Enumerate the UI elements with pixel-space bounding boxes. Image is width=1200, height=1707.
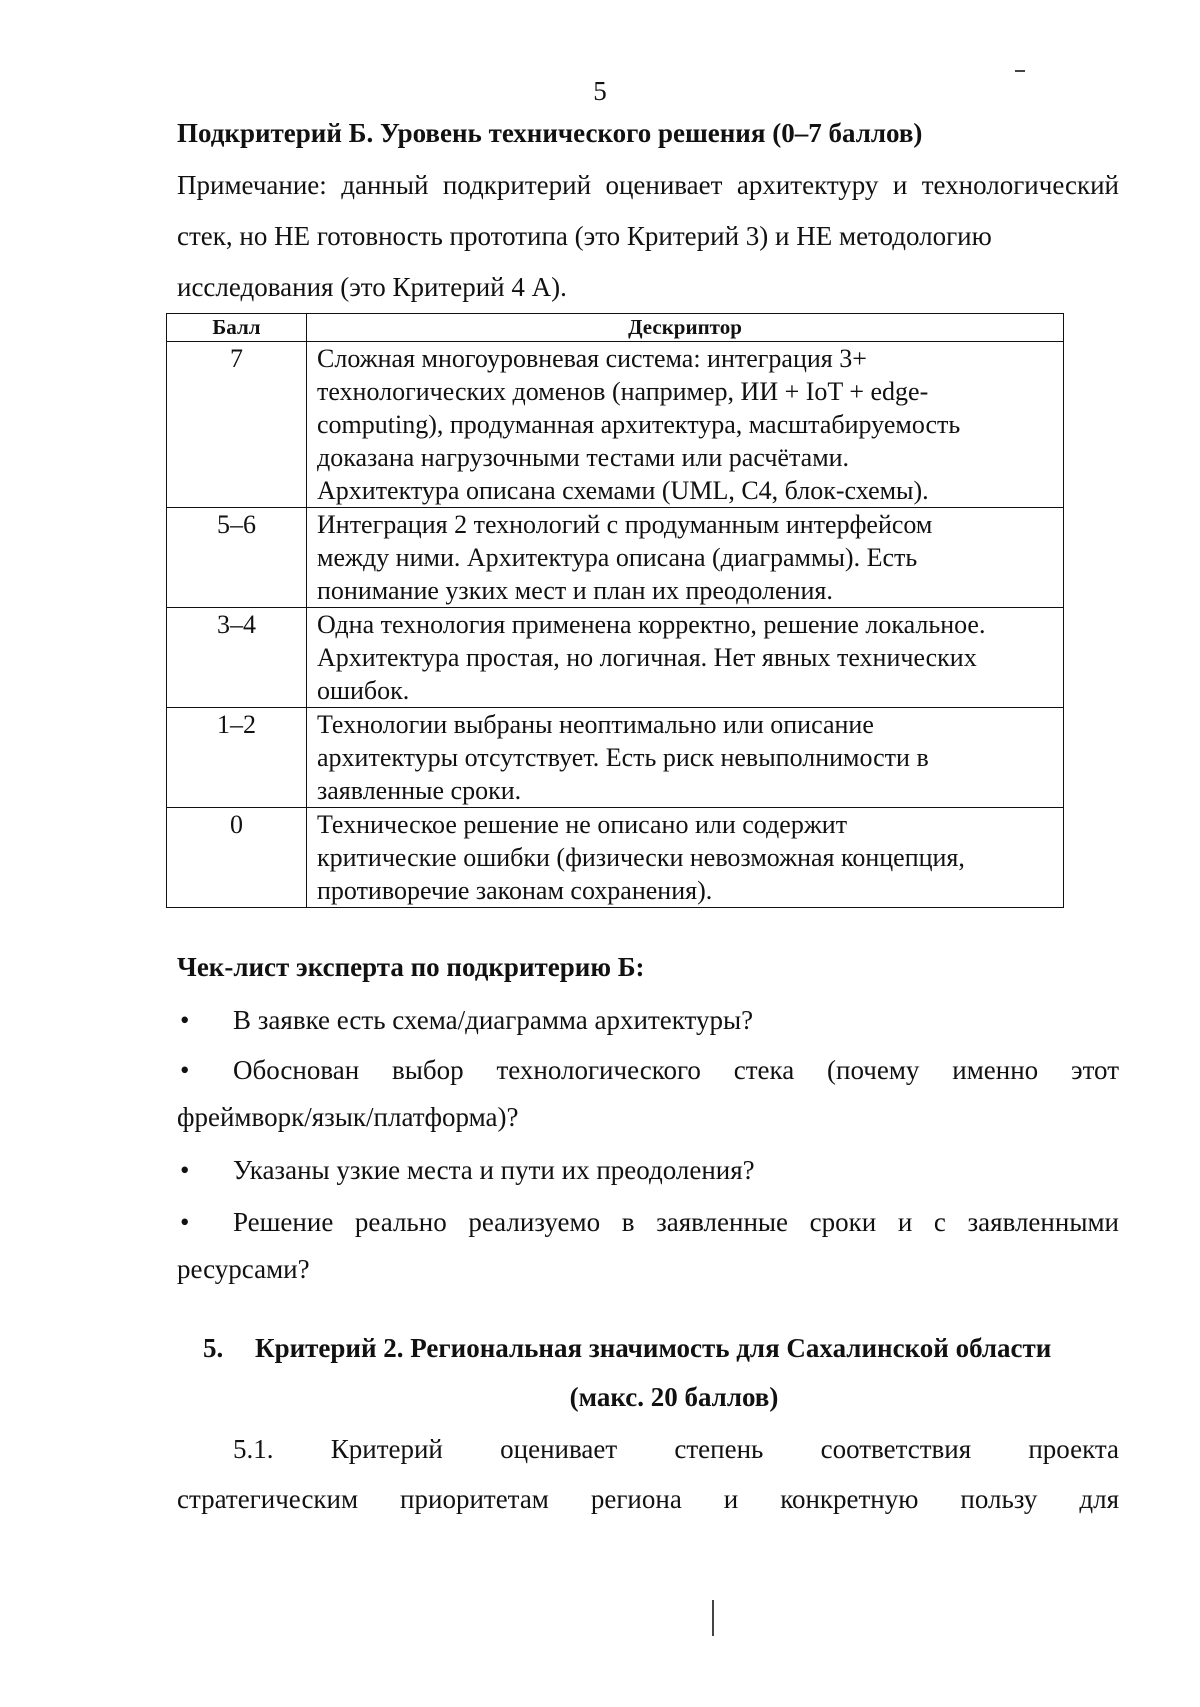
descriptor-line: критические ошибки (физически невозможная концепция,	[317, 843, 965, 872]
note-line: стек, но НЕ готовность прототипа (это Критерий 3) и НЕ методологию	[177, 221, 992, 251]
header-descriptor: Дескриптор	[307, 314, 1064, 342]
checklist-item-continuation: фреймворк/язык/платформа)?	[177, 1102, 519, 1132]
bullet-icon: •	[180, 1055, 190, 1085]
subcriterion-heading: Подкритерий Б. Уровень технического решения (0–7 баллов)	[177, 118, 923, 148]
checklist-item: Решение реально реализуемо в заявленные сроки и с заявленными	[233, 1207, 1119, 1237]
checklist-title: Чек-лист эксперта по подкритерию Б:	[177, 952, 645, 982]
checklist-item: В заявке есть схема/диаграмма архитектуры?	[233, 1005, 754, 1035]
descriptor-cell	[307, 608, 1064, 708]
table-row	[167, 808, 1064, 908]
note-paragraph	[177, 160, 1119, 313]
score-cell: 1–2	[167, 708, 307, 808]
table-row	[167, 342, 1064, 508]
descriptor-line: понимание узких мест и план их преодоления.	[317, 576, 833, 605]
descriptor-cell	[307, 808, 1064, 908]
table-header-row	[167, 314, 1064, 342]
descriptor-line: ошибок.	[317, 676, 410, 705]
note-line: исследования (это Критерий 4 А).	[177, 272, 567, 302]
descriptor-line: Сложная многоуровневая система: интеграция 3+	[317, 344, 867, 373]
table-row	[167, 508, 1064, 608]
table-row	[167, 708, 1064, 808]
score-cell: 5–6	[167, 508, 307, 608]
scan-artifact	[1015, 70, 1025, 72]
bullet-icon: •	[180, 1207, 190, 1237]
header-score: Балл	[167, 314, 307, 342]
score-cell: 7	[167, 342, 307, 508]
descriptor-cell	[307, 708, 1064, 808]
checklist-item: Указаны узкие места и пути их преодоления?	[233, 1155, 755, 1185]
descriptor-line: заявленные сроки.	[317, 776, 522, 805]
score-cell: 3–4	[167, 608, 307, 708]
checklist-item: Обоснован выбор технологического стека (почему именно этот	[233, 1055, 1119, 1085]
section-subtitle: (макс. 20 баллов)	[569, 1382, 779, 1412]
section-title: Критерий 2. Региональная значимость для Сахалинской области	[255, 1333, 1052, 1363]
descriptor-line: доказана нагрузочными тестами или расчётами.	[317, 443, 850, 472]
descriptor-line: Технологии выбраны неоптимально или описание	[317, 710, 874, 739]
descriptor-line: противоречие законам сохранения).	[317, 876, 713, 905]
bullet-icon: •	[180, 1005, 190, 1035]
descriptor-line: Одна технология применена корректно, решение локальное.	[317, 610, 986, 639]
section-paragraph-line: 5.1. Критерий оценивает степень соответствия проекта	[233, 1434, 1119, 1464]
descriptor-cell	[307, 508, 1064, 608]
table-row	[167, 608, 1064, 708]
score-descriptor-table	[166, 313, 1064, 908]
scan-artifact	[712, 1600, 714, 1636]
section-paragraph-line: стратегическим приоритетам региона и конкретную пользу для	[177, 1484, 1119, 1514]
descriptor-line: Интеграция 2 технологий с продуманным интерфейсом	[317, 510, 933, 539]
descriptor-line: технологических доменов (например, ИИ + IoT + edge-	[317, 377, 929, 406]
note-line: Примечание: данный подкритерий оценивает архитектуру и технологический	[177, 170, 1119, 200]
checklist-item-continuation: ресурсами?	[177, 1254, 310, 1284]
score-cell: 0	[167, 808, 307, 908]
descriptor-line: Техническое решение не описано или содержит	[317, 810, 848, 839]
descriptor-line: Архитектура простая, но логичная. Нет явных технических	[317, 643, 977, 672]
descriptor-cell	[307, 342, 1064, 508]
section-number: 5.	[203, 1333, 224, 1363]
bullet-icon: •	[180, 1155, 190, 1185]
descriptor-line: computing), продуманная архитектура, масштабируемость	[317, 410, 961, 439]
descriptor-line: Архитектура описана схемами (UML, C4, блок-схемы).	[317, 476, 929, 505]
descriptor-line: архитектуры отсутствует. Есть риск невыполнимости в	[317, 743, 929, 772]
descriptor-line: между ними. Архитектура описана (диаграммы). Есть	[317, 543, 918, 572]
page-number: 5	[593, 76, 607, 106]
